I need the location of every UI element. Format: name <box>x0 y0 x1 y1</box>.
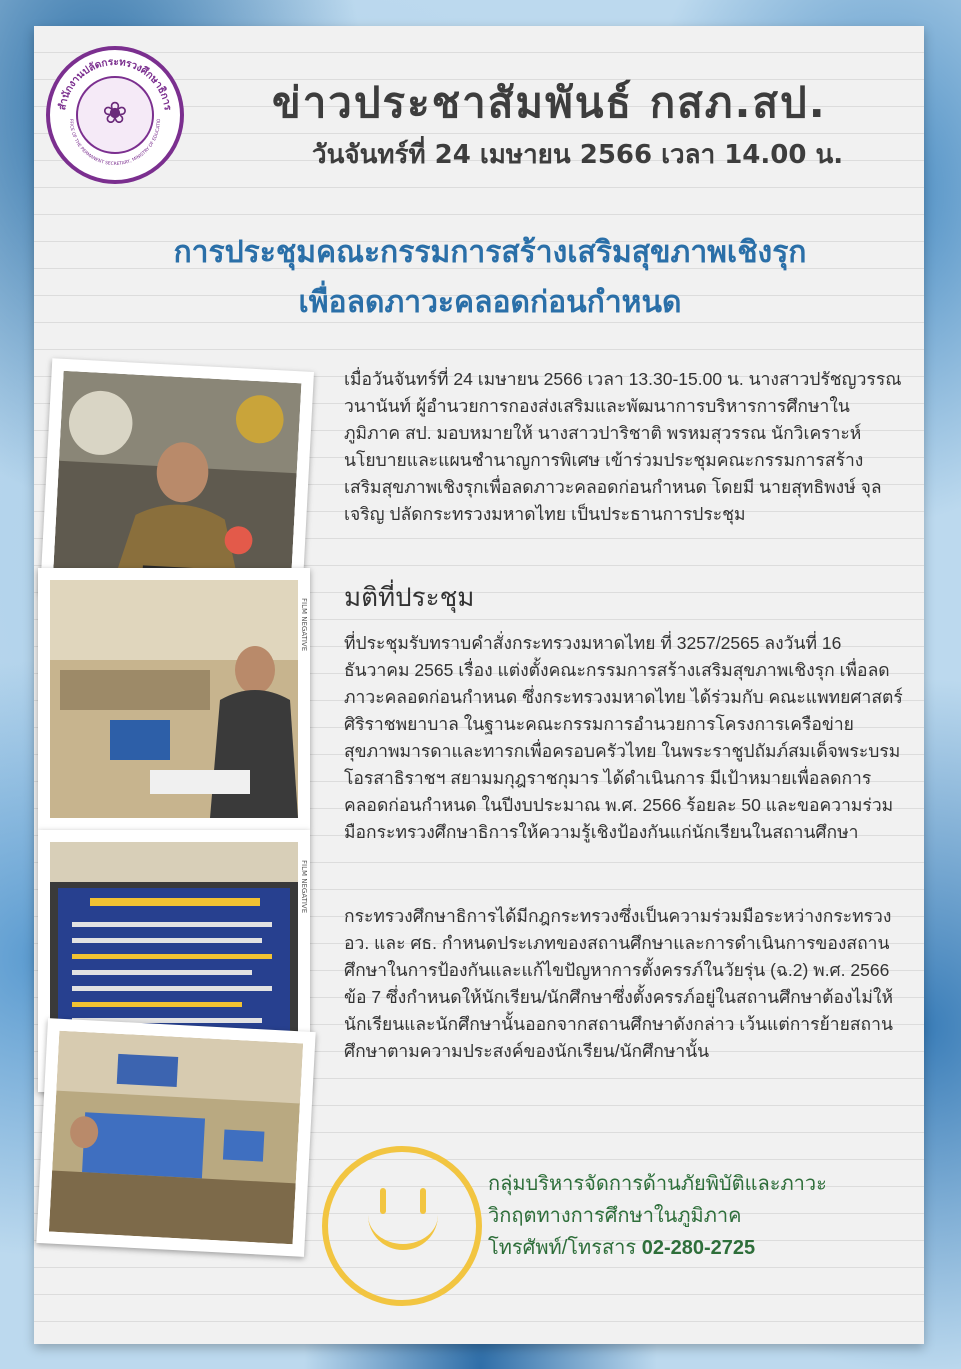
contact-block <box>488 1168 888 1264</box>
photo-meeting-room <box>38 568 310 830</box>
seal-icon: ❀ <box>102 96 128 131</box>
contact-line-2: วิกฤตทางการศึกษาในภูมิภาค <box>488 1205 742 1227</box>
photo-meeting-wide <box>36 1018 315 1257</box>
headline <box>140 228 840 328</box>
headline-line-2: เพื่อลดภาวะคลอดก่อนกำหนด <box>298 285 682 320</box>
photo-meeting-room-image <box>50 580 298 818</box>
smiley-icon <box>322 1146 482 1306</box>
intro-paragraph: เมื่อวันจันทร์ที่ 24 เมษายน 2566 เวลา 13.30-15.00 น. นางสาวปรัชญวรรณ วนานันท์ ผู้อำนวยการกองส่งเสริมและพัฒนาการบริหารการศึกษาในภูมิภาค สป. มอบหมายให้ นางสาวปาริชาติ พรหมสุวรรณ นักวิเคราะห์นโยบายและแผนชำนาญการพิเศษ เข้าร่วมประชุมคณะกรรมการสร้างเสริมสุขภาพเชิงรุกเพื่อลดภาวะคลอดก่อนกำหนด โดยมี นายสุทธิพงษ์ จุลเจริญ ปลัดกระทรวงมหาดไทย เป็นประธานการประชุม <box>344 369 902 524</box>
contact-line-1: กลุ่มบริหารจัดการด้านภัยพิบัติและภาวะ <box>488 1173 827 1195</box>
photo-meeting-chair-image <box>53 371 302 595</box>
seal-emblem <box>76 76 154 154</box>
svg-text:OFFICE OF THE PERMANENT SECRET: FFICE OF THE PERMANENT SECRETARY, MINISTRY OF EDUCATIO <box>67 118 163 168</box>
ministry-regulation-paragraph: กระทรวงศึกษาธิการได้มีกฎกระทรวงซึ่งเป็นความร่วมมือระหว่างกระทรวง อว. และ ศธ. กำหนดประเภทของสถานศึกษาและการดำเนินการของสถานศึกษาในการป้องกันและแก้ไขปัญหาการตั้งครรภ์ในวัยรุ่น (ฉ.2) พ.ศ. 2566 ข้อ 7 ซึ่งกำหนดให้นักเรียน/นักศึกษาซึ่งตั้งครรภ์อยู่ในสถานศึกษาต้องไม่ให้นักเรียนและนักศึกษานั้นออกจากสถานศึกษาดังกล่าว เว้นแต่การย้ายสถานศึกษาตามความประสงค์ของนักเรียน/นักศึกษานั้น <box>344 906 893 1061</box>
svg-text:สำนักงานปลัดกระทรวงศึกษาธิการ: สำนักงานปลัดกระทรวงศึกษาธิการ <box>57 56 173 112</box>
page-date: วันจันทร์ที่ 24 เมษายน 2566 เวลา 14.00 น. <box>312 140 844 170</box>
photo-meeting-wide-image <box>49 1031 303 1244</box>
headline-line-1: การประชุมคณะกรรมการสร้างเสริมสุขภาพเชิงรุก <box>173 235 807 270</box>
phone-label: โทรศัพท์/โทรสาร <box>488 1237 642 1259</box>
phone-number: 02-280-2725 <box>641 1237 756 1259</box>
section-title: มติที่ประชุม <box>344 582 475 612</box>
page-title: ข่าวประชาสัมพันธ์ กสภ.สป. <box>272 78 827 127</box>
film-label: FILM NEGATIVE <box>300 598 308 652</box>
ministry-logo <box>46 46 184 184</box>
contact-phone-line <box>488 1232 888 1264</box>
resolution-paragraph: ที่ประชุมรับทราบคำสั่งกระทรวงมหาดไทย ที่ 3257/2565 ลงวันที่ 16 ธันวาคม 2565 เรื่อง แต่งตั้งคณะกรรมการสร้างเสริมสุขภาพเชิงรุก เพื่อลดภาวะคลอดก่อนกำหนด ซึ่งกระทรวงมหาดไทย ได้ร่วมกับ คณะแพทยศาสตร์ ศิริราชพยาบาล ในฐานะคณะกรรมการอำนวยการโครงการเครือข่ายสุขภาพมารดาและทารกเพื่อครอบครัวไทย ในพระราชูปถัมภ์สมเด็จพระบรมโอรสาธิราชฯ สยามมกุฎราชกุมาร ได้ดำเนินการ มีเป้าหมายเพื่อลดการคลอดก่อนกำหนด ในปีงบประมาณ พ.ศ. 2566 ร้อยละ 50 และขอความร่วมมือกระทรวงศึกษาธิการให้ความรู้เชิงป้องกันแก่นักเรียนในสถานศึกษา <box>344 633 903 842</box>
film-label: FILM NEGATIVE <box>300 860 308 914</box>
